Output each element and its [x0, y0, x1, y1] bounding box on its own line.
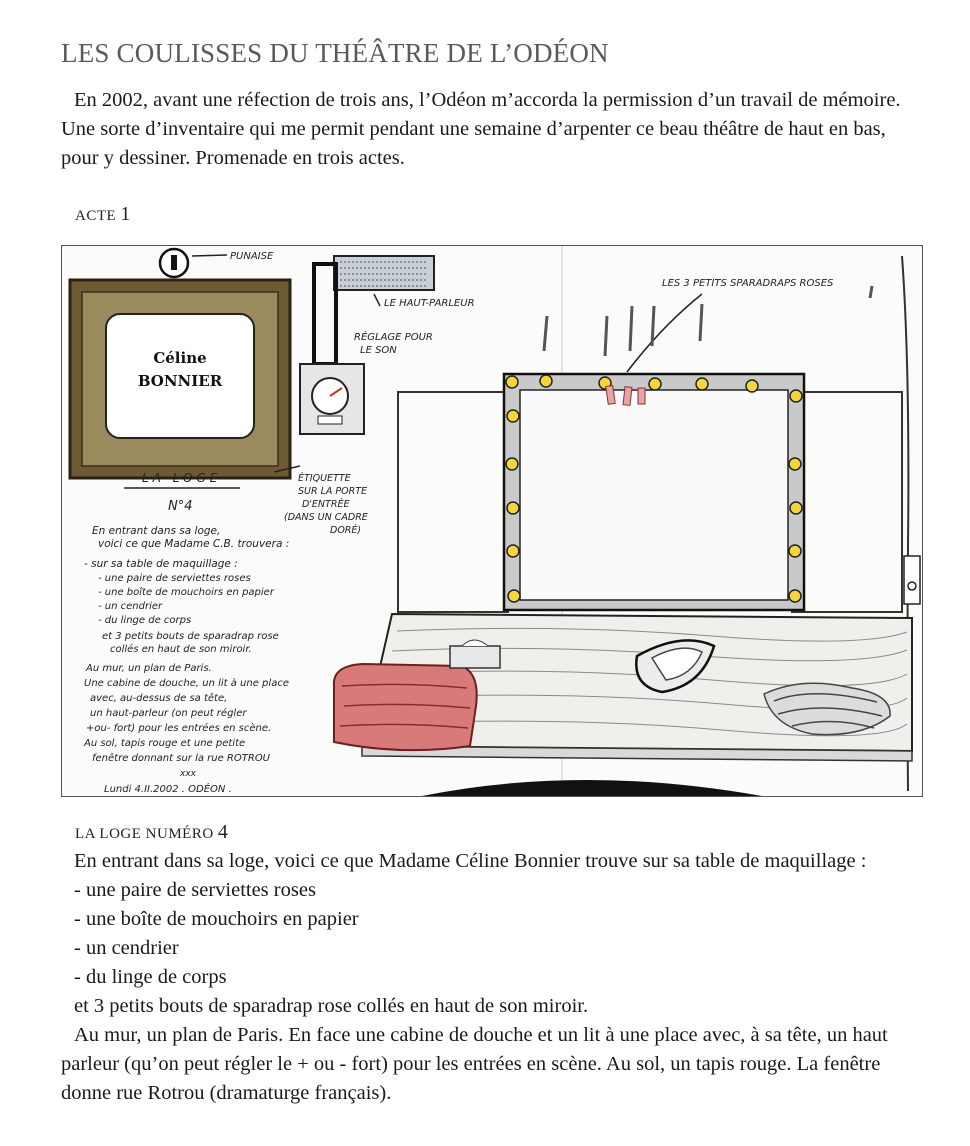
list-item: - un cendrier [74, 937, 179, 959]
pushpin-arrow [192, 255, 227, 256]
note-line: En entrant dans sa loge, [92, 525, 221, 537]
pushpin-icon [160, 249, 188, 277]
handwritten-notes [83, 525, 289, 764]
label-haut-parleur: LE HAUT-PARLEUR [384, 298, 475, 309]
label-reglage-2: LE SON [360, 345, 397, 356]
speaker-arrow [374, 294, 380, 306]
act-heading [75, 203, 131, 226]
frame-name-last: BONNIER [137, 372, 223, 390]
list-item: - une paire de serviettes roses [74, 879, 316, 901]
right-panel [792, 392, 902, 612]
intro-paragraph [61, 86, 911, 173]
note-line: fenêtre donnant sur la rue ROTROU [92, 753, 271, 764]
pink-tape [606, 386, 645, 406]
list-item: - une boîte de mouchoirs en papier [74, 908, 359, 930]
note-line: et 3 petits bouts de sparadrap rose [102, 631, 279, 642]
left-panel [398, 392, 508, 612]
note-line: Au sol, tapis rouge et une petite [84, 738, 246, 749]
note-line: avec, au-dessus de sa tête, [90, 693, 228, 704]
note-line: Une cabine de douche, un lit à une place [84, 678, 289, 689]
note-line: collés en haut de son miroir. [110, 644, 252, 655]
note-line: - une boîte de mouchoirs en papier [98, 587, 274, 598]
note-line: +ou- fort) pour les entrées en scène. [86, 723, 272, 734]
section-heading [75, 821, 228, 844]
drawing-canvas [62, 246, 922, 796]
body-paragraph: Au mur, un plan de Paris. En face une cabine de douche et un lit à une place avec, à sa tête, un haut parleur (qu’on peut régler le + ou - fort) pour les entrées en scène. Au sol, un tapis rouge. La fenêtre donne rue Rotrou (dramaturge français). [61, 1024, 888, 1104]
section-number: 4 [217, 821, 229, 843]
label-punaise: PUNAISE [230, 251, 274, 262]
pink-towels [334, 664, 477, 750]
label-etiquette-1: ÉTIQUETTE [298, 473, 351, 484]
light-switch-icon [904, 556, 920, 604]
drawing-date: Lundi 4.II.2002 . ODÉON . [104, 784, 232, 795]
body-paragraph: En entrant dans sa loge, voici ce que Madame Céline Bonnier trouve sur sa table de maquillage : [74, 850, 867, 872]
makeup-mirror [504, 374, 804, 610]
label-la-loge: LA LOGE [142, 471, 222, 485]
label-reglage-1: RÉGLAGE POUR [354, 332, 433, 343]
note-line: - sur sa table de maquillage : [84, 558, 238, 570]
note-line: - un cendrier [98, 601, 163, 612]
dressing-room-drawing [61, 245, 923, 797]
sparadraps-arrow [627, 294, 702, 372]
volume-dial-icon [300, 364, 364, 434]
intro-text: En 2002, avant une réfection de trois ans, l’Odéon m’accorda la permission d’un travail de mémoire. Une sorte d’inventaire qui me permit pendant une semaine d’arpenter ce beau théâtre de haut en bas, pour y dessiner. Promenade en trois actes. [61, 89, 901, 169]
chair-back [422, 780, 762, 796]
note-line: un haut-parleur (on peut régler [90, 708, 247, 719]
note-line: - du linge de corps [98, 615, 192, 626]
frame-name-first: Céline [153, 349, 207, 367]
label-etiquette-4: (DANS UN CADRE [284, 512, 368, 523]
note-line: - une paire de serviettes roses [98, 573, 251, 584]
label-etiquette-2: SUR LA PORTE [298, 486, 368, 497]
body-text [61, 847, 911, 1108]
label-sparadraps: LES 3 PETITS SPARADRAPS ROSES [662, 278, 834, 289]
label-etiquette-5: DORÉ) [330, 525, 362, 536]
act-number: 1 [120, 203, 131, 225]
body-paragraph: et 3 petits bouts de sparadrap rose collés en haut de son miroir. [74, 995, 589, 1017]
act-label: ACTE [75, 208, 117, 224]
label-loge-number: N°4 [168, 499, 193, 514]
section-label: LA LOGE NUMÉRO [75, 826, 214, 842]
wall-hooks [544, 286, 872, 356]
note-line: voici ce que Madame C.B. trouvera : [98, 538, 290, 550]
page-title: LES COULISSES DU THÉÂTRE DE L’ODÉON [61, 38, 609, 68]
label-etiquette-3: D'ENTRÉE [302, 499, 350, 510]
list-item: - du linge de corps [74, 966, 227, 988]
note-line: Au mur, un plan de Paris. [86, 663, 212, 674]
date-mark: xxx [180, 769, 196, 779]
